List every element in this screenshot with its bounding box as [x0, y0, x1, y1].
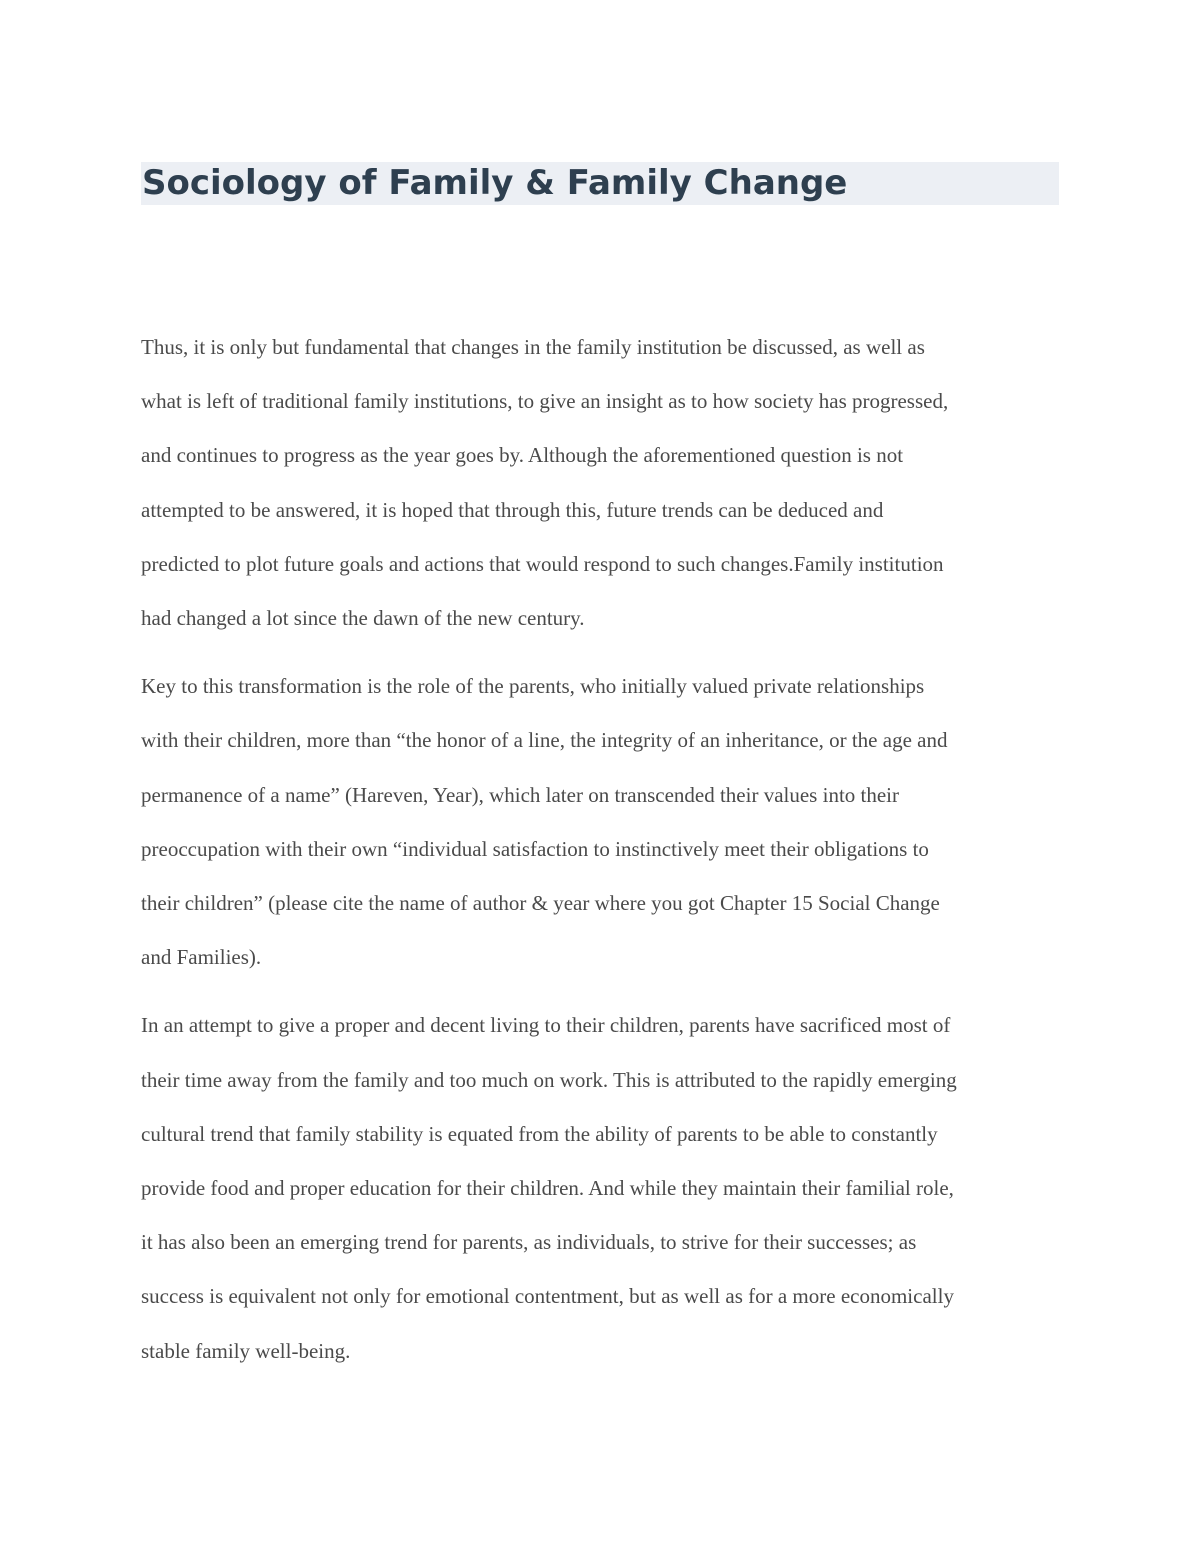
text-line: their children” (please cite the name of author & year where you got Chapter 15 Social Change — [141, 891, 940, 916]
text-line: preoccupation with their own “individual satisfaction to instinctively meet their obligations to — [141, 836, 929, 861]
text-line: predicted to plot future goals and actions that would respond to such changes.Family institution — [141, 551, 944, 576]
paragraph-3 — [141, 998, 1071, 1377]
text-line: Key to this transformation is the role of the parents, who initially valued private relationships — [141, 674, 925, 699]
text-line: attempted to be answered, it is hoped that through this, future trends can be deduced and — [141, 497, 884, 522]
text-line: what is left of traditional family institutions, to give an insight as to how society has progressed, — [141, 389, 949, 414]
paragraph-1 — [141, 320, 1071, 645]
text-line: success is equivalent not only for emotional contentment, but as well as for a more economically — [141, 1284, 954, 1309]
text-line: cultural trend that family stability is equated from the ability of parents to be able to constantly — [141, 1121, 938, 1146]
text-line: their time away from the family and too much on work. This is attributed to the rapidly emerging — [141, 1067, 957, 1092]
document-body — [141, 320, 1071, 1392]
text-line: with their children, more than “the honor of a line, the integrity of an inheritance, or the age and — [141, 728, 948, 753]
text-line: it has also been an emerging trend for parents, as individuals, to strive for their successes; as — [141, 1230, 917, 1255]
paragraph-2 — [141, 659, 1071, 984]
text-line: permanence of a name” (Hareven, Year), which later on transcended their values into their — [141, 782, 900, 807]
text-line: In an attempt to give a proper and decent living to their children, parents have sacrificed most of — [141, 1013, 951, 1038]
text-line: provide food and proper education for their children. And while they maintain their familial role, — [141, 1176, 954, 1201]
text-line: Thus, it is only but fundamental that changes in the family institution be discussed, as well as — [141, 335, 925, 359]
text-line: stable family well-being. — [141, 1338, 351, 1363]
document-title: Sociology of Family & Family Change — [142, 163, 848, 203]
text-line: and continues to progress as the year goes by. Although the aforementioned question is not — [141, 443, 904, 468]
text-line: and Families). — [141, 945, 262, 970]
text-line: had changed a lot since the dawn of the new century. — [141, 606, 585, 631]
